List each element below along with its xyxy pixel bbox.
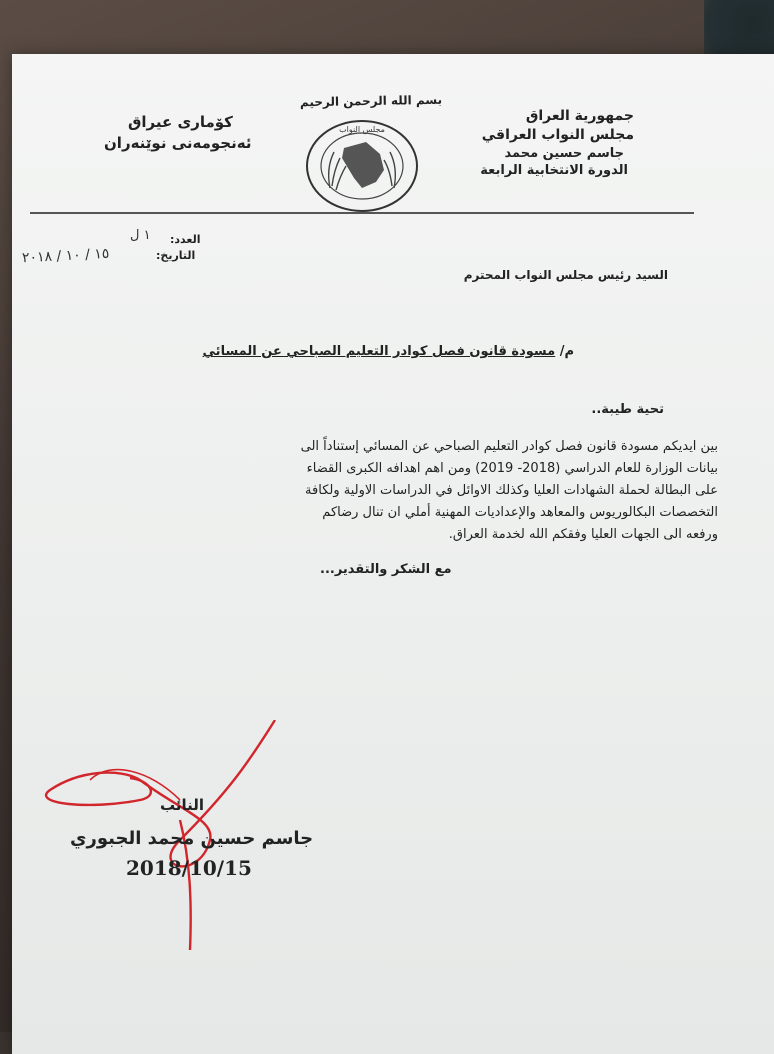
parliament-emblem: [304, 118, 420, 214]
header-left-line-2: ئەنجومەنی نوێنەران: [104, 134, 252, 152]
date-value: ١٥ / ١٠ / ٢٠١٨: [21, 245, 110, 267]
header-right-line-1: جمهورية العراق: [525, 108, 634, 124]
signature-name: جاسم حسين محمد الجبوري: [70, 828, 314, 849]
closing: مع الشكر والتقدير...: [320, 562, 452, 577]
number-label: العدد:: [170, 233, 201, 246]
basmala: بسم الله الرحمن الرحيم: [299, 92, 443, 110]
signature-title: النائب: [160, 796, 205, 814]
subject-prefix: م/: [559, 344, 574, 359]
greeting: تحية طيبة..: [591, 402, 664, 417]
body-line: على البطالة لحملة الشهادات العليا وكذلك الاوائل في الدراسات الاولية ولكافة: [305, 483, 718, 498]
body-paragraph: [78, 436, 718, 546]
header-right-line-3: جاسم حسين محمد: [504, 146, 624, 161]
body-line: التخصصات البكالوريوس والمعاهد والإعداديات المهنية أملي ان تنال رضاكم: [322, 505, 718, 520]
body-line: بيانات الوزارة للعام الدراسي (2018- 2019) ومن اهم اهدافه الكبرى القضاء: [306, 461, 718, 476]
number-value: ١ ل: [130, 228, 151, 243]
header-right-line-4: الدورة الانتخابية الرابعة: [480, 163, 628, 178]
subject-text: مسودة قانون فصل كوادر التعليم الصباحي عن المسائي: [202, 344, 556, 359]
header-divider: [30, 212, 694, 214]
body-line: ورفعه الى الجهات العليا وفقكم الله لخدمة العراق.: [448, 527, 718, 542]
addressee: السيد رئيس مجلس النواب المحترم: [463, 268, 668, 282]
subject-line: [203, 344, 574, 359]
header-right-line-2: مجلس النواب العراقي: [481, 127, 634, 143]
emblem-arc-text: مجلس النواب: [339, 125, 385, 134]
body-line: بين ايديكم مسودة قانون فصل كوادر التعليم الصباحي عن المسائي إستناداً الى: [300, 439, 718, 454]
header-left-line-1: كۆماری عیراق: [128, 113, 233, 131]
date-label: التاريخ:: [156, 249, 196, 262]
signature-date: 2018/10/15: [126, 856, 252, 880]
